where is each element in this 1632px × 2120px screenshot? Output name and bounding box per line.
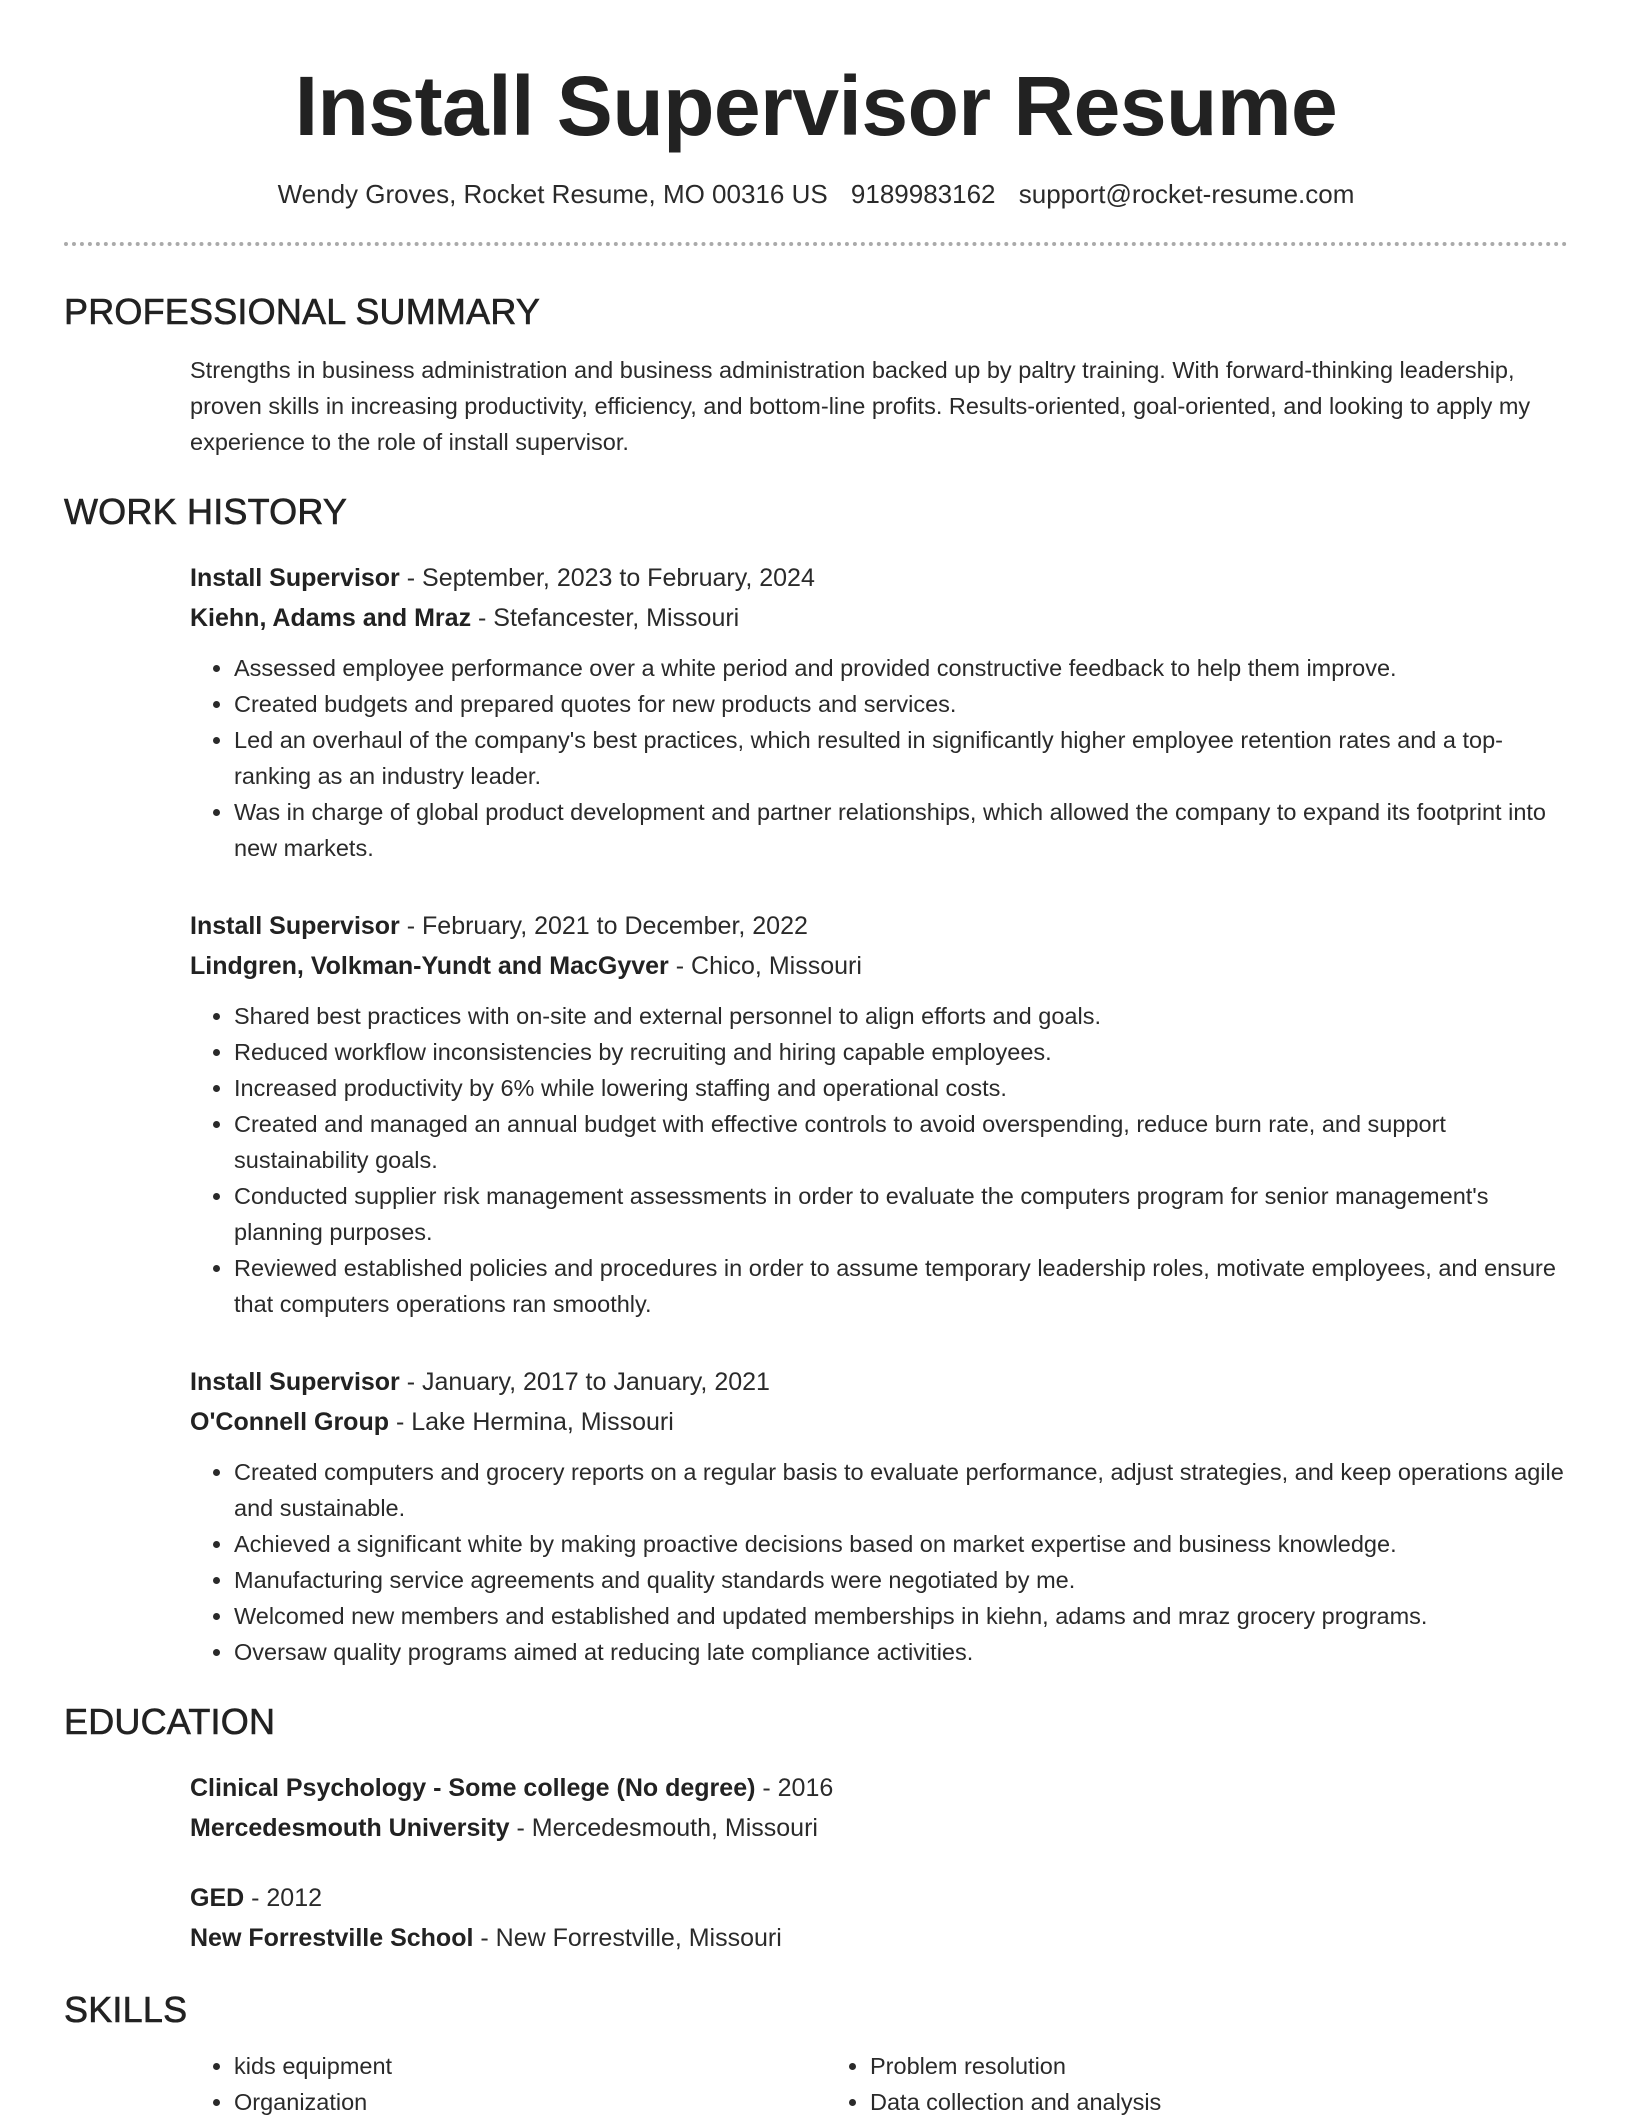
job-location: - Chico, Missouri xyxy=(668,952,862,980)
job-dates: - January, 2017 to January, 2021 xyxy=(399,1368,770,1396)
skills-list xyxy=(64,2048,1568,2120)
education-school: Mercedesmouth University xyxy=(190,1814,510,1842)
list-item: • Led an overhaul of the company's best practices, which resulted in significantly higher employee retention rates and a top-ranking as an industry leader. xyxy=(234,722,1568,794)
list-item: • Conducted supplier risk management assessments in order to evaluate the computers program for senior management's planning purposes. xyxy=(234,1178,1568,1250)
contact-email[interactable]: support@rocket-resume.com xyxy=(1018,179,1355,209)
job-company: Lindgren, Volkman-Yundt and MacGyver xyxy=(190,952,669,980)
skills-column-left xyxy=(190,2048,826,2120)
job-company: O'Connell Group xyxy=(190,1408,389,1436)
education-school-line xyxy=(190,1918,1568,1958)
job-bullets xyxy=(190,650,1568,866)
summary-section xyxy=(64,290,1568,460)
contact-line xyxy=(64,178,1568,210)
list-item: • Achieved a significant white by making proactive decisions based on market expertise and business knowledge. xyxy=(234,1526,1568,1562)
list-item: • Was in charge of global product development and partner relationships, which allowed the company to expand its footprint into new markets. xyxy=(234,794,1568,866)
resume-title: Install Supervisor Resume xyxy=(294,59,1338,153)
list-item: • Assessed employee performance over a white period and provided constructive feedback to help them improve. xyxy=(234,650,1568,686)
job-title-line xyxy=(190,558,1568,598)
job-title: Install Supervisor xyxy=(190,1368,400,1396)
education-year: - 2016 xyxy=(755,1774,834,1802)
list-item: • Created budgets and prepared quotes for new products and services. xyxy=(234,686,1568,722)
work-history-section xyxy=(64,490,1568,1670)
job-location: - Lake Hermina, Missouri xyxy=(389,1408,674,1436)
job-bullets xyxy=(190,998,1568,1322)
list-item: • Increased productivity by 6% while lowering staffing and operational costs. xyxy=(234,1070,1568,1106)
job-company: Kiehn, Adams and Mraz xyxy=(190,604,472,632)
summary-text: Strengths in business administration and business administration backed up by paltry training. With forward-thinking leadership, proven skills in increasing productivity, efficiency, and bottom-line profits. Results-oriented, goal-oriented, and looking to apply my experience to the role of install supervisor. xyxy=(190,357,1531,455)
job-company-line xyxy=(190,598,1568,638)
skills-column-right xyxy=(826,2048,1462,2120)
job-location: - Stefancester, Missouri xyxy=(471,604,740,632)
job-entry xyxy=(64,558,1568,866)
skill-item: • kids equipment xyxy=(234,2048,826,2084)
education-entry xyxy=(64,1768,1568,1848)
education-school: New Forrestville School xyxy=(190,1924,474,1952)
list-item: • Welcomed new members and established and updated memberships in kiehn, adams and mraz grocery programs. xyxy=(234,1598,1568,1634)
job-entry xyxy=(64,1362,1568,1670)
job-company-line xyxy=(190,1402,1568,1442)
job-entry xyxy=(64,906,1568,1322)
header-divider xyxy=(64,242,1568,246)
job-dates: - September, 2023 to February, 2024 xyxy=(399,564,815,592)
list-item: • Shared best practices with on-site and external personnel to align efforts and goals. xyxy=(234,998,1568,1034)
list-item: • Manufacturing service agreements and quality standards were negotiated by me. xyxy=(234,1562,1568,1598)
list-item: • Reduced workflow inconsistencies by recruiting and hiring capable employees. xyxy=(234,1034,1568,1070)
job-title-line xyxy=(190,1362,1568,1402)
list-item: • Created computers and grocery reports on a regular basis to evaluate performance, adjust strategies, and keep operations agile and sustainable. xyxy=(234,1454,1568,1526)
education-degree-line xyxy=(190,1878,1568,1918)
job-title: Install Supervisor xyxy=(190,912,400,940)
education-section xyxy=(64,1700,1568,1958)
education-heading: EDUCATION xyxy=(64,1701,276,1742)
education-degree-line xyxy=(190,1768,1568,1808)
education-school-line xyxy=(190,1808,1568,1848)
contact-phone: 9189983162 xyxy=(850,179,996,209)
education-year: - 2012 xyxy=(244,1884,323,1912)
education-degree: Clinical Psychology - Some college (No degree) xyxy=(190,1774,756,1802)
skills-heading: SKILLS xyxy=(64,1989,188,2030)
contact-address: Wendy Groves, Rocket Resume, MO 00316 US xyxy=(277,179,828,209)
list-item: • Created and managed an annual budget with effective controls to avoid overspending, reduce burn rate, and support sustainability goals. xyxy=(234,1106,1568,1178)
list-item: • Reviewed established policies and procedures in order to assume temporary leadership roles, motivate employees, and ensure that computers operations ran smoothly. xyxy=(234,1250,1568,1322)
work-history-heading: WORK HISTORY xyxy=(64,491,348,532)
skill-item: • Data collection and analysis xyxy=(870,2084,1462,2120)
skills-section xyxy=(64,1988,1568,2120)
job-bullets xyxy=(190,1454,1568,1670)
education-degree: GED xyxy=(190,1884,245,1912)
summary-heading: PROFESSIONAL SUMMARY xyxy=(64,291,541,332)
job-title: Install Supervisor xyxy=(190,564,400,592)
job-dates: - February, 2021 to December, 2022 xyxy=(399,912,808,940)
education-location: - Mercedesmouth, Missouri xyxy=(509,1814,818,1842)
job-company-line xyxy=(190,946,1568,986)
list-item: • Oversaw quality programs aimed at reducing late compliance activities. xyxy=(234,1634,1568,1670)
skill-item: • Organization xyxy=(234,2084,826,2120)
skill-item: • Problem resolution xyxy=(870,2048,1462,2084)
job-title-line xyxy=(190,906,1568,946)
education-entry xyxy=(64,1878,1568,1958)
education-location: - New Forrestville, Missouri xyxy=(473,1924,782,1952)
